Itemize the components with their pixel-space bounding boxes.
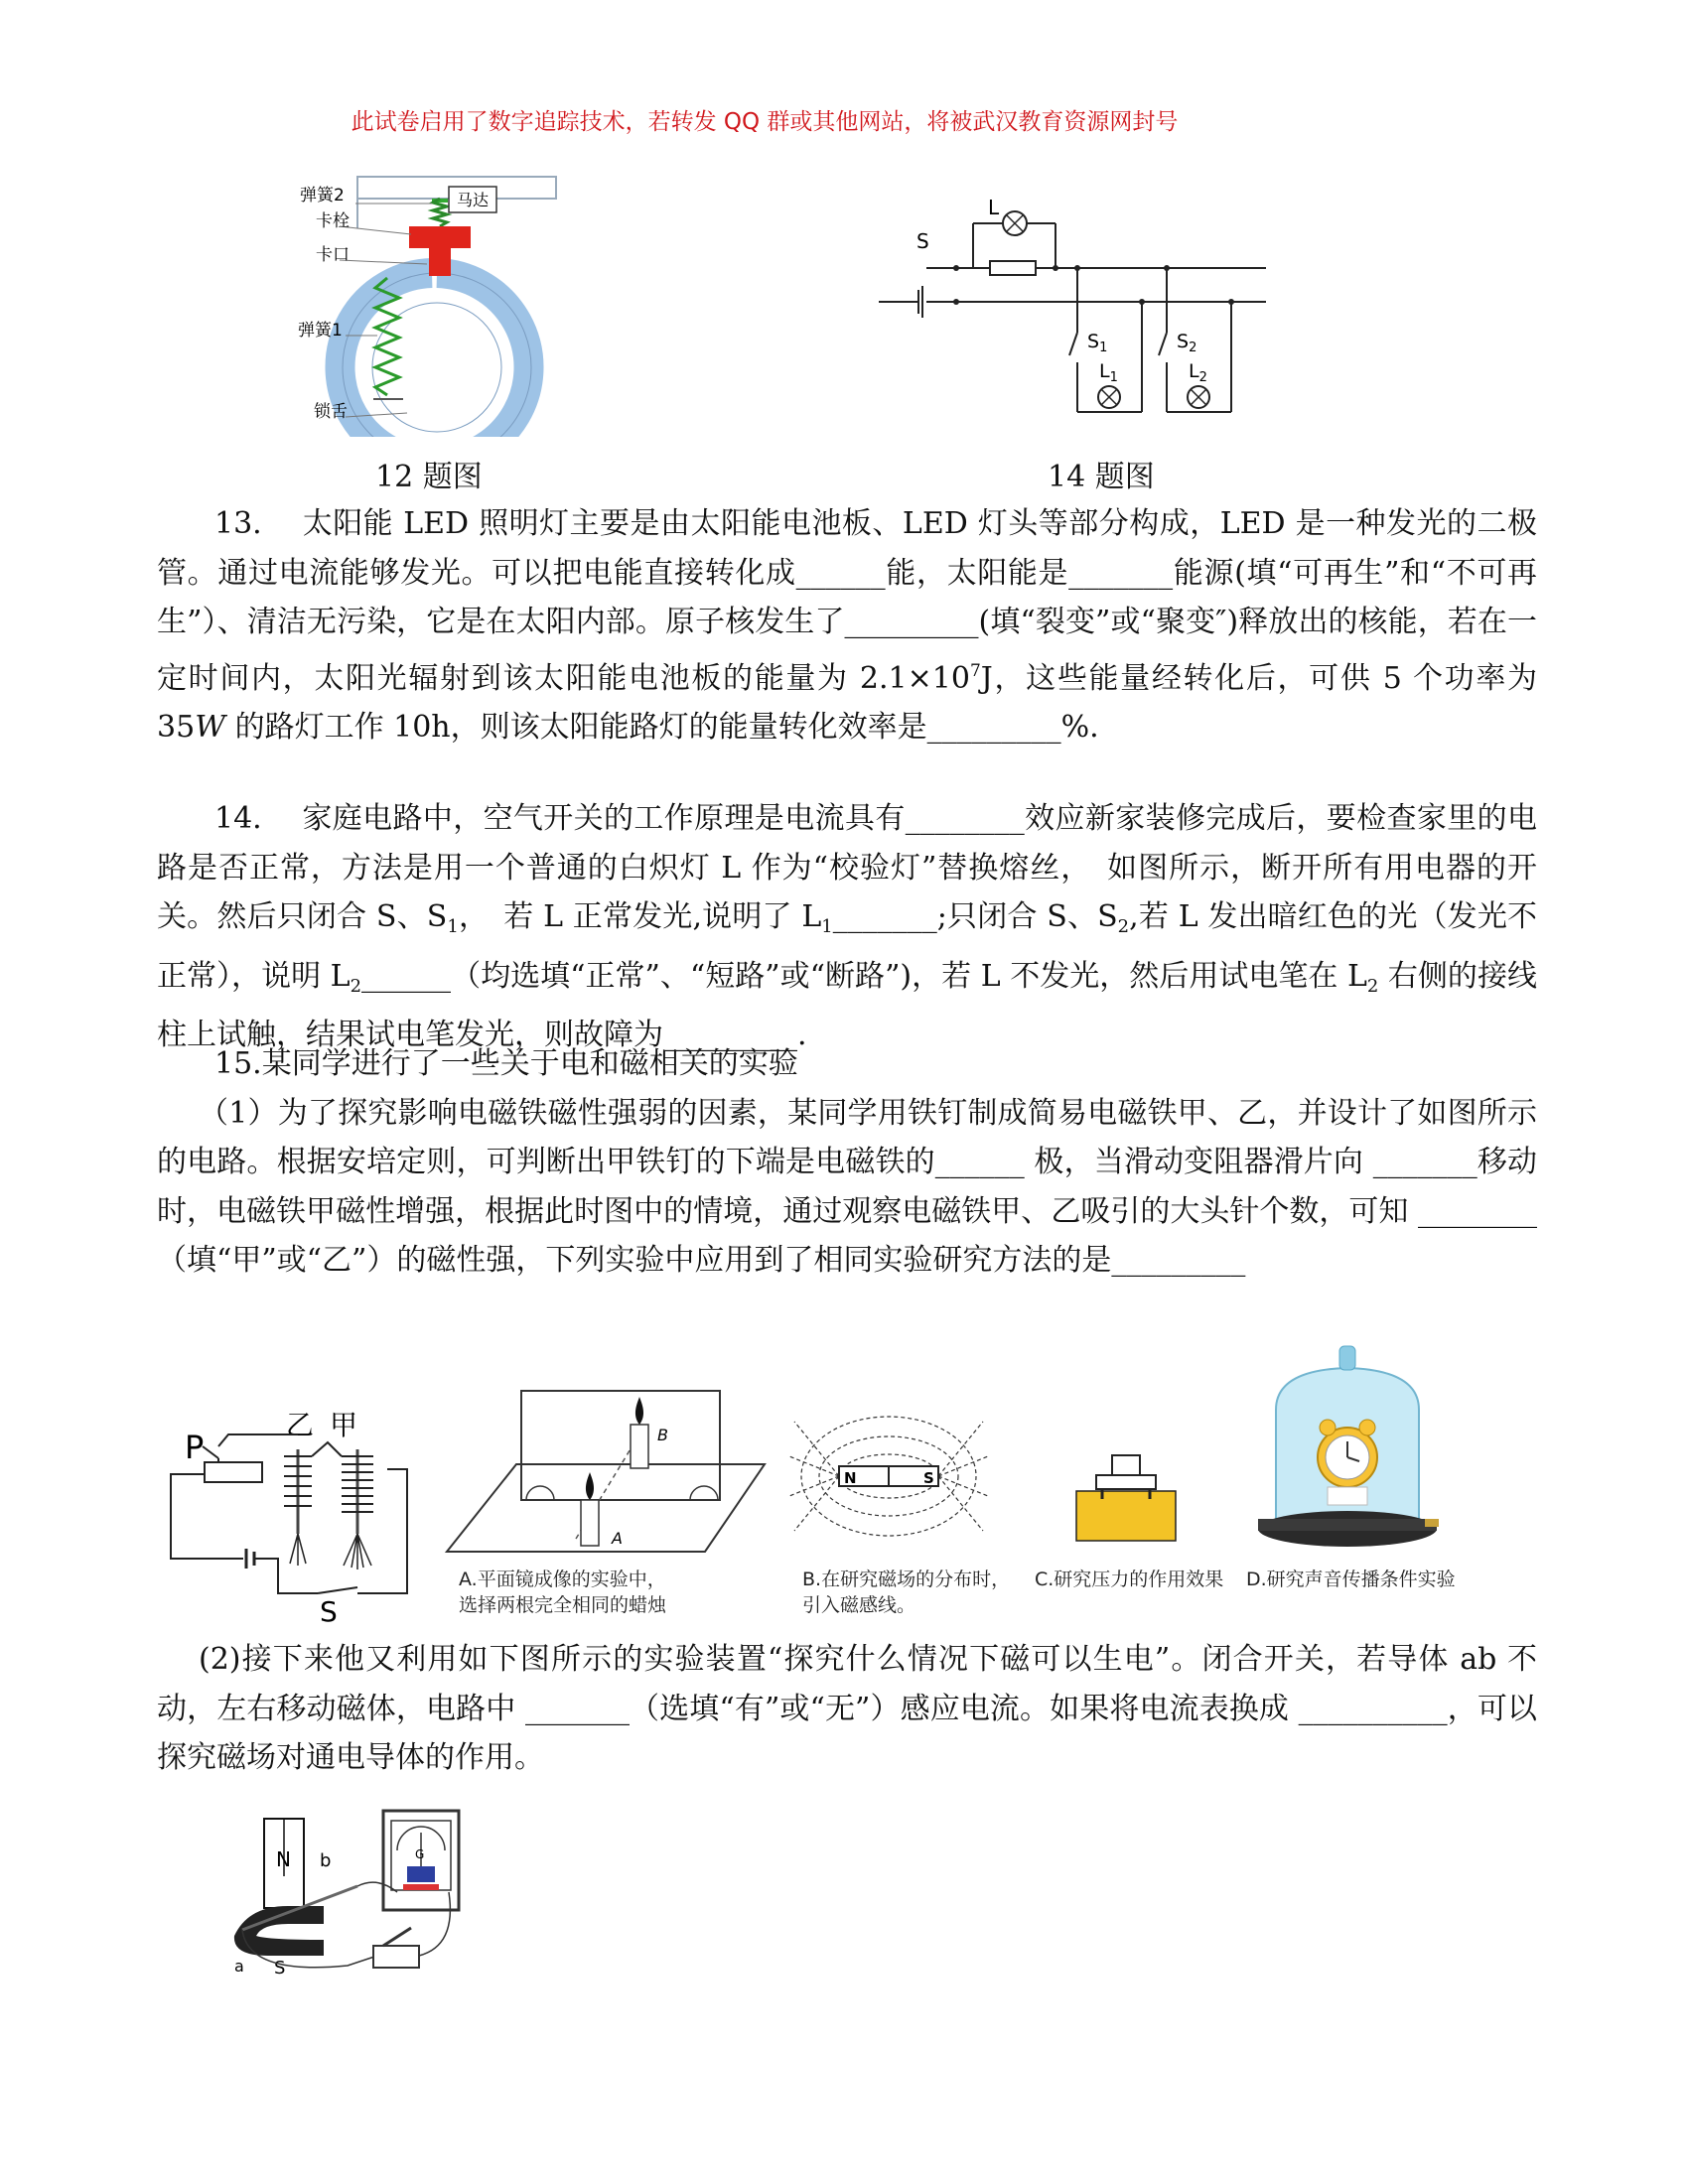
question-15-part-1: [157, 1039, 1537, 1286]
conductor-b-label: b: [320, 1850, 332, 1871]
galvanometer-g-label: G: [415, 1847, 425, 1861]
notch-label: 卡口: [316, 245, 350, 265]
lamp-l-label: L: [988, 199, 1000, 219]
option-a-mirror-figure: [437, 1385, 774, 1564]
lamp-l1-label: $L_1$: [1099, 360, 1118, 385]
question-15-p1: （1）为了探究影响电磁铁磁性强弱的因素，某同学用铁钉制成简易电磁铁甲、乙，并设计了如图所示的电路。根据安培定则，可判断出甲铁钉的下端是电磁铁的______ 极，当滑动变阻器滑片向 _______移动时，电磁铁甲磁性增强，根据此时图中的情境，通过观察电磁铁甲、乙吸引的大头针个数，可知 ________（填“甲”或“乙”）的磁性强，下列实验中应用到了相同实验研究方法的是_________: [157, 1095, 1537, 1278]
question-15-title: 15.某同学进行了一些关于电和磁相关的实验: [214, 1046, 798, 1081]
figure-12-caption: 12 题图: [375, 460, 483, 494]
figure-14-caption: 14 题图: [1048, 460, 1155, 494]
magnet-south-label: S: [274, 1958, 286, 1979]
induction-apparatus-figure: [228, 1807, 467, 1985]
electromagnet-circuit-figure: [159, 1395, 417, 1623]
option-d-label: D.研究声音传播条件实验: [1246, 1569, 1456, 1590]
tongue-label: 锁舌: [314, 402, 348, 422]
option-b-magnetic-field-figure: [784, 1395, 993, 1564]
north-pole-label: N: [844, 1469, 857, 1487]
figure-14-circuit: [879, 199, 1276, 437]
tracking-notice: 此试卷启用了数字追踪技术，若转发 QQ 群或其他网站，将被武汉教育资源网封号: [351, 109, 1179, 135]
magnet-north-label: N: [276, 1847, 291, 1871]
switch-s2-label: $S_2$: [1177, 331, 1197, 355]
option-a-label: A.平面镜成像的实验中， 选择两根完全相同的蜡烛: [459, 1569, 667, 1616]
bolt-label: 卡栓: [316, 211, 350, 231]
switch-s-label: S: [916, 229, 929, 253]
question-13: 13. 太阳能 LED 照明灯主要是由太阳能电池板、LED 灯头等部分构成，LED 是一种发光的二极管。通过电流能够发光。可以把电能直接转化成______能，太阳能是_______能源(填“可再生”和“不可再生”）、清洁无污染，它是在太阳内部。原子核发生了_________(填“裂变”或“聚变″)释放出的核能，若在一定时间内，太阳光辐射到该太阳能电池板的能量为 $2.1\times 10^7J$，这些能量经转化后，可供 5 个功率为 35W 的路灯工作 10h，则该太阳能路灯的能量转化效率是_________%.: [157, 506, 1538, 745]
nail-yi-label: 乙: [286, 1409, 315, 1441]
option-b-label: B.在研究磁场的分布时， 引入磁感线。: [802, 1569, 1011, 1616]
switch-s-label: S: [320, 1595, 338, 1623]
candle-a-label: A: [612, 1529, 623, 1548]
conductor-a-label: a: [234, 1957, 244, 1976]
spring1-label: 弹簧1: [298, 321, 343, 341]
rheostat-p-label: P: [185, 1429, 205, 1466]
candle-b-label: B: [657, 1426, 668, 1444]
option-c-pressure-figure: [1072, 1439, 1182, 1549]
switch-s1-label: $S_1$: [1087, 331, 1108, 355]
question-15-part-2: (2)接下来他又利用如下图所示的实验装置“探究什么情况下磁可以生电”。闭合开关，若导体 ab 不动，左右移动磁体，电路中 _______（选填“有”或“无”）感应电流。如果将电流表换成 __________，可以探究磁场对通电导体的作用。: [157, 1642, 1537, 1775]
motor-label: 马达: [456, 191, 490, 209]
south-pole-label: S: [923, 1469, 934, 1487]
lamp-l2-label: $L_2$: [1189, 360, 1207, 385]
option-c-label: C.研究压力的作用效果: [1035, 1569, 1224, 1590]
question-14: 14. 家庭电路中，空气开关的工作原理是电流具有________效应新家装修完成后，要检查家里的电路是否正常，方法是用一个普通的白炽灯 L 作为“校验灯”替换熔丝， 如图所示，断开所有用电器的开关。然后只闭合 S、$S_1$， 若 L 正常发光,说明了 $L_1\_\_\_\_\_\_\_$;只闭合 S、$S_2$,若 L 发出暗红色的光（发光不正常），说明 $L_2\_\_\_\_\_\_$（均选填“正常”、“短路”或“断路”)，若 L 不发光，然后用试电笔在 $L_2$ 右侧的接线柱上试触，结果试电笔发光，则故障为_________.: [157, 801, 1538, 1052]
nail-jia-label: 甲: [330, 1409, 358, 1441]
option-d-bell-jar-figure: [1256, 1340, 1440, 1564]
spring2-label: 弹簧2: [300, 186, 345, 205]
figure-12-lock: [288, 169, 586, 437]
